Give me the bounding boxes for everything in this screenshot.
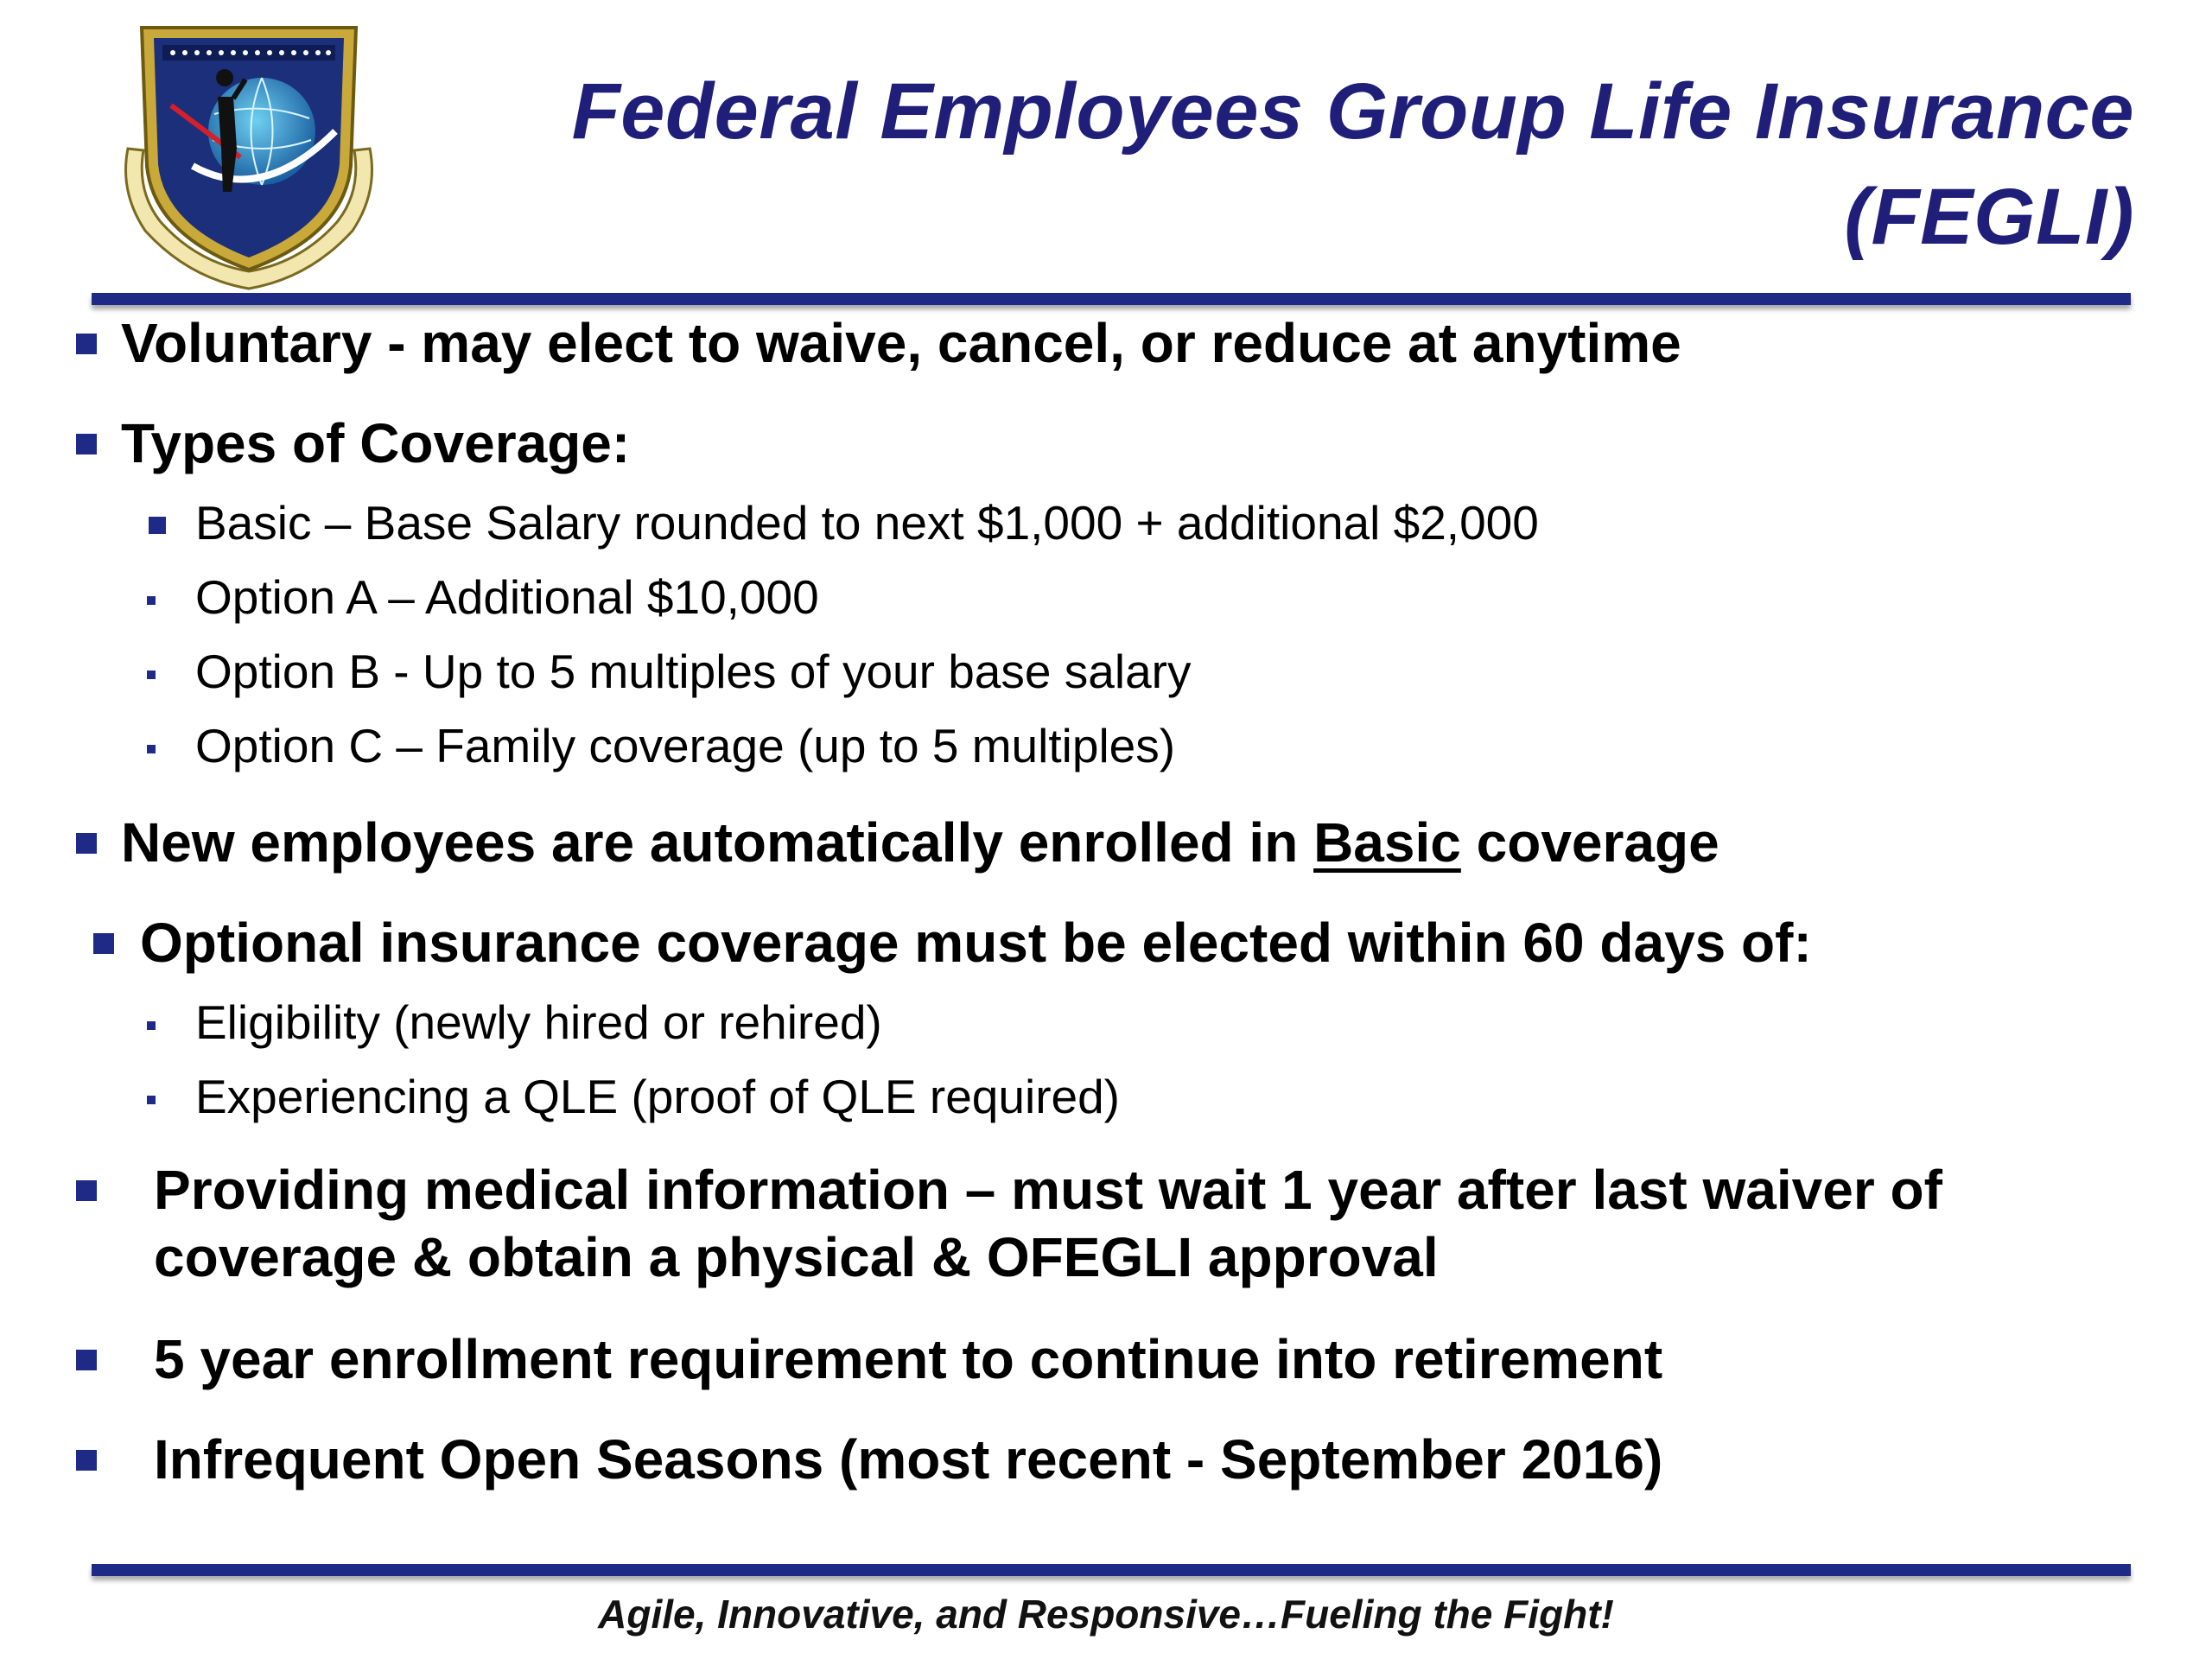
title-line-1: Federal Employees Group Life Insurance [571,67,2134,156]
bullet-square-icon [147,1021,156,1030]
bullet-text: Option C – Family coverage (up to 5 multiples) [195,719,1176,772]
bullet-new-employees [121,809,1719,876]
bullet-square-icon [76,1450,97,1471]
bullet-text-underlined: Basic [1313,811,1461,874]
sub-bullet-option-b [195,641,1191,702]
bullet-text: 5 year enrollment requirement to continue into retirement [154,1328,1663,1390]
bullet-text-pre: New employees are automatically enrolled in [121,811,1314,874]
bullet-text: Basic – Base Salary rounded to next $1,000 + additional $2,000 [195,496,1539,550]
bullet-square-icon [76,434,97,454]
page-title [572,59,2134,270]
bullet-open-seasons [154,1426,1662,1493]
bullet-text: Types of Coverage: [121,412,631,474]
bullet-medical-information [154,1156,1942,1291]
bullet-text-line-2: coverage & obtain a physical & OFEGLI approval [154,1226,1439,1288]
bullet-five-year-requirement [154,1325,1662,1393]
sub-bullet-qle [195,1066,1120,1127]
sub-bullet-option-c [195,715,1175,776]
bullet-text: Experiencing a QLE (proof of QLE required) [195,1070,1121,1123]
bottom-divider [92,1564,2131,1576]
bullet-text: Option A – Additional $10,000 [195,570,819,624]
bullet-square-icon [76,1350,97,1370]
bullet-optional-insurance [140,909,1812,976]
bullet-square-icon [147,596,156,605]
top-divider [92,293,2131,305]
sub-bullet-option-a [195,567,819,627]
bullet-voluntary [121,309,1681,377]
title-line-2: (FEGLI) [1844,173,2134,261]
bullet-square-icon [149,517,166,534]
air-force-personnel-center-seal-icon [111,19,387,294]
bullet-text: Eligibility (newly hired or rehired) [195,995,882,1049]
sub-bullet-eligibility [195,992,882,1052]
bullet-square-icon [76,1180,97,1201]
bullet-text-line-1: Providing medical information – must wait 1 year after last waiver of [154,1159,1942,1221]
sub-bullet-basic [195,493,1539,553]
bullet-square-icon [147,745,156,753]
bullet-text-post: coverage [1460,811,1719,874]
bullet-square-icon [147,671,156,679]
bullet-text: Infrequent Open Seasons (most recent - September 2016) [154,1428,1663,1491]
bullet-text: Voluntary - may elect to waive, cancel, or reduce at anytime [121,312,1681,374]
bullet-square-icon [147,1096,156,1104]
bullet-types-of-coverage [121,410,630,477]
bullet-text: Option B - Up to 5 multiples of your base salary [195,645,1192,698]
bullet-text: Optional insurance coverage must be elected within 60 days of: [140,912,1812,974]
footer-tagline: Agile, Innovative, and Responsive…Fueling the Fight! [598,1592,1614,1637]
bullet-square-icon [76,334,97,354]
bullet-square-icon [76,833,97,854]
bullet-square-icon [93,933,114,954]
